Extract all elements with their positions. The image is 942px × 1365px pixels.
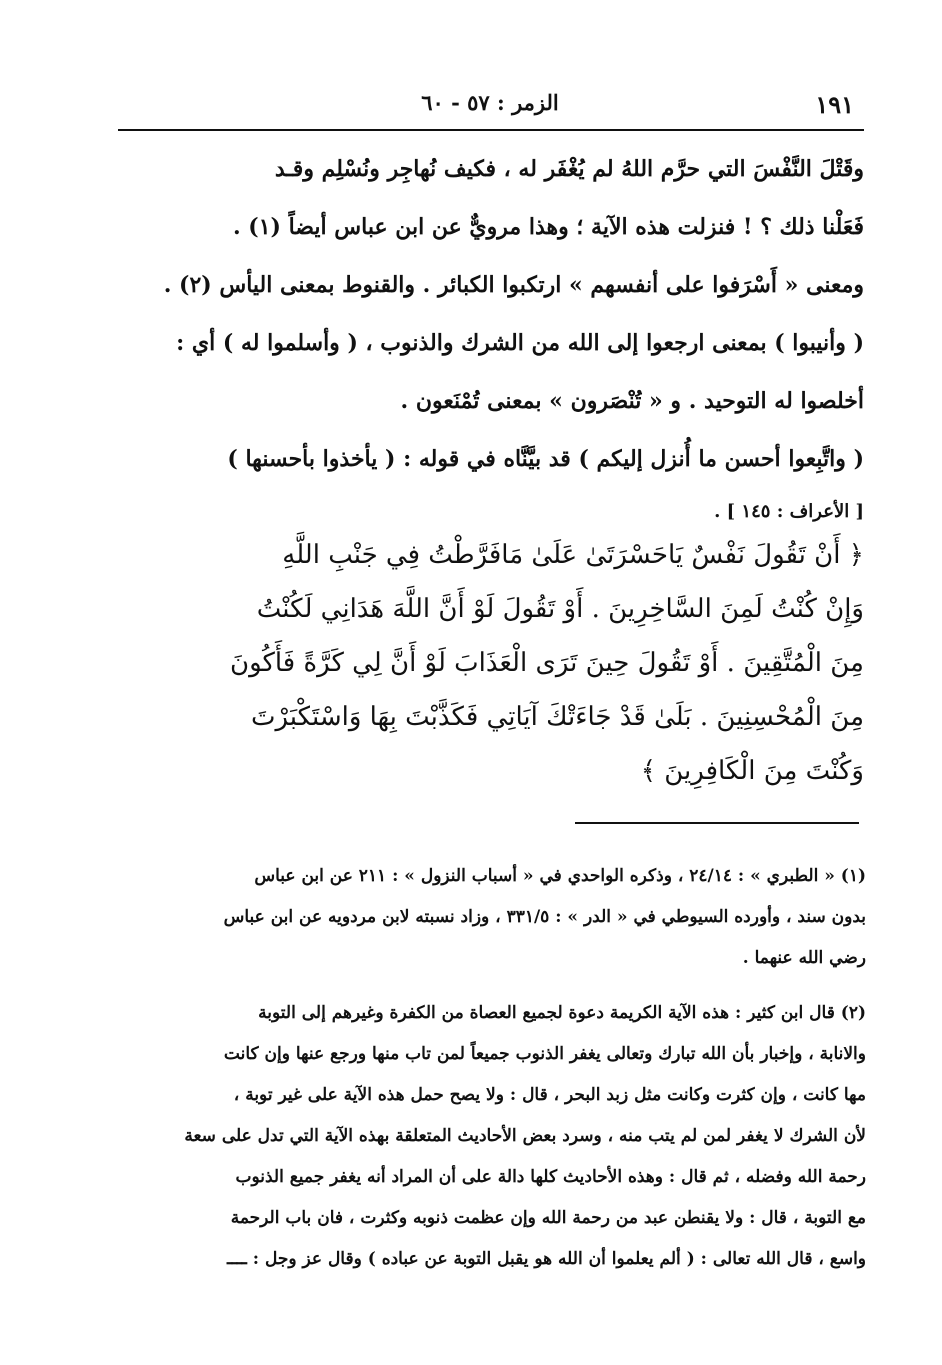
footnote-line: بدون سند ، وأورده السيوطي في « الدر » : ٣٣١/٥ ، وزاد نسبته لابن مردويه عن ابن عباس bbox=[223, 907, 866, 927]
body-line: ( واتَّبِعوا أحسن ما أُنزل إليكم ) قد بيَّنَّاه في قوله : ( يأخذوا بأحسنها ) bbox=[227, 446, 864, 472]
footnote-line: رضي الله عنهما . bbox=[742, 948, 866, 968]
footnote-line: والانابة ، وإخبار بأن الله تبارك وتعالى يغفر الذنوب جميعاً لمن تاب منها ورجع عنها وإن كانت bbox=[223, 1044, 866, 1064]
page-number: ١٩١ bbox=[815, 90, 854, 119]
footnote-separator bbox=[575, 822, 859, 824]
verse-line: مِنَ الْمُتَّقِينَ . أَوْ تَقُولَ حِينَ تَرَى الْعَذَابَ لَوْ أَنَّ لِي كَرَّةً فَأَكُونَ bbox=[229, 648, 864, 678]
footnote-line: لأن الشرك لا يغفر لمن لم يتب منه ، وسرد بعض الأحاديث المتعلقة بهذه الآية التي تدل على سعة bbox=[184, 1126, 866, 1146]
footnote-line: واسع ، قال الله تعالى : ( ألم يعلموا أن الله هو يقبل التوبة عن عباده ) وقال عز وجل : ــــ bbox=[226, 1249, 866, 1269]
footnote-line: (١) « الطبري » : ٢٤/١٤ ، وذكره الواحدي في « أسباب النزول » : ٢١١ عن ابن عباس bbox=[254, 866, 866, 886]
footnote-line: رحمة الله وفضله ، ثم قال : وهذه الأحاديث كلها دالة على أن المراد أنه يغفر جميع الذنوب bbox=[235, 1167, 866, 1187]
body-line: ( وأنيبوا ) بمعنى ارجعوا إلى الله من الشرك والذنوب ، ( وأسلموا له ) أي : bbox=[176, 330, 864, 356]
footnotes bbox=[118, 856, 866, 1280]
body-line: فَعَلْنا ذلك ؟ ! فنزلت هذه الآية ؛ وهذا مرويٌّ عن ابن عباس أيضاً (١) . bbox=[232, 214, 864, 240]
verse-line: وَإِنْ كُنْتُ لَمِنَ السَّاخِرِينَ . أَوْ تَقُولَ لَوْ أَنَّ اللَّهَ هَدَانِي لَكُنْتُ bbox=[256, 594, 864, 624]
body-line: وقَتْلَ النَّفْسَ التي حرَّم اللهُ لم يُغْفَر له ، فكيف نُهاجِر ونُسْلِم وقـد bbox=[274, 156, 864, 182]
page-header bbox=[118, 86, 862, 126]
verse-line: ﴿ أَنْ تَقُولَ نَفْسٌ يَاحَسْرَتَىٰ عَلَىٰ مَافَرَّطْتُ فِي جَنْبِ اللَّهِ bbox=[282, 540, 864, 570]
footnote-line: (٢) قال ابن كثير : هذه الآية الكريمة دعوة لجميع العصاة من الكفرة وغيرهم إلى التوبة bbox=[258, 1003, 866, 1023]
verse-line: وَكُنْتَ مِنَ الْكَافِرِينَ ﴾ bbox=[640, 756, 864, 786]
header-rule bbox=[118, 129, 864, 131]
running-title: الزمر : ٥٧ - ٦٠ bbox=[421, 90, 559, 115]
footnote-2 bbox=[118, 993, 866, 1280]
quran-verse-block bbox=[122, 528, 864, 798]
surah-reference: [ الأعراف : ١٤٥ ] . bbox=[714, 501, 864, 522]
footnote-gap bbox=[118, 979, 866, 993]
commentary-text bbox=[122, 140, 864, 536]
verse-line: مِنَ الْمُحْسِنِينَ . بَلَىٰ قَدْ جَاءَتْكَ آيَاتِي فَكَذَّبْتَ بِهَا وَاسْتَكْبَرْتَ bbox=[250, 702, 864, 732]
body-line: ومعنى « أَسْرَفوا على أنفسهم » ارتكبوا الكبائر . والقنوط بمعنى اليأس (٢) . bbox=[163, 272, 864, 298]
footnote-line: مع التوبة ، قال : ولا يقنطن عبد من رحمة الله وإن عظمت ذنوبه وكثرت ، فان باب الرحمة bbox=[230, 1208, 866, 1228]
footnote-1 bbox=[118, 856, 866, 979]
body-line: أخلصوا له التوحيد . و « تُنْصَرون » بمعنى تُمْنَعون . bbox=[400, 388, 864, 414]
footnote-line: مها كانت ، وإن كثرت وكانت مثل زبد البحر ، قال : ولا يصح حمل هذه الآية على غير توبة ، bbox=[233, 1085, 866, 1105]
